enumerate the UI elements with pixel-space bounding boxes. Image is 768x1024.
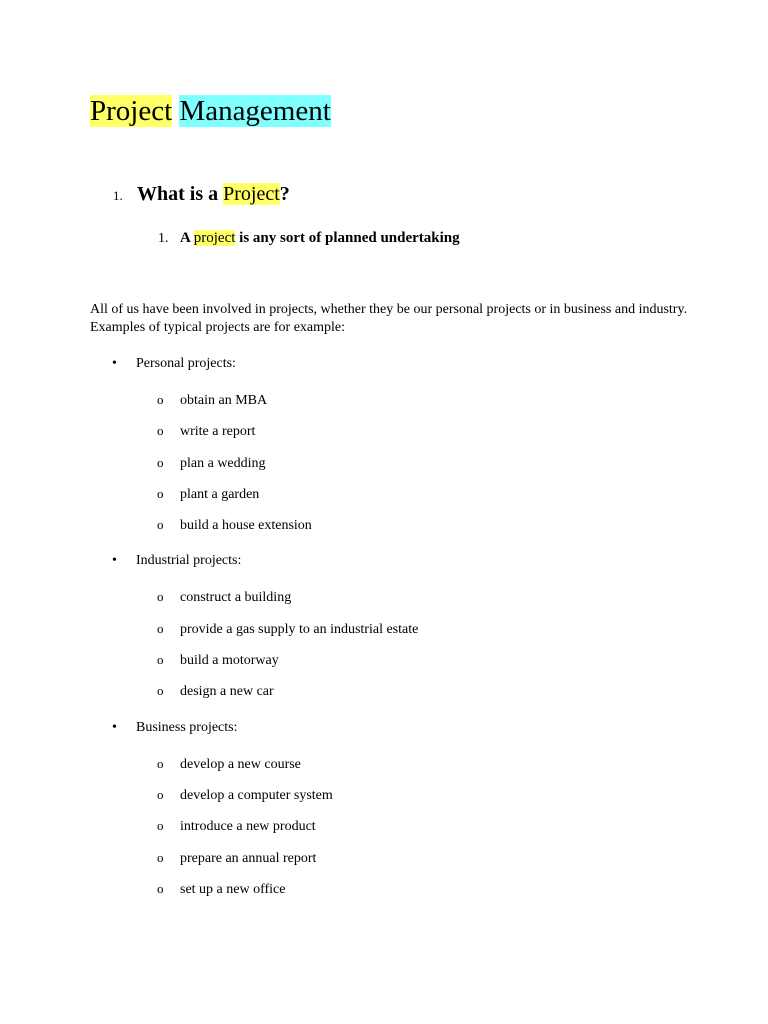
sub-bullet-glyph: o bbox=[157, 392, 164, 407]
subsection-heading-number: 1. bbox=[158, 231, 169, 246]
list-item-personal-projects bbox=[112, 356, 236, 372]
title-word-project: Project bbox=[90, 95, 173, 127]
sub-list-item bbox=[157, 756, 301, 773]
sub-list-item bbox=[157, 683, 274, 700]
list-item-label: Industrial projects: bbox=[136, 553, 242, 568]
sub-list-item-label: plant a garden bbox=[180, 487, 260, 502]
subsection-heading bbox=[158, 229, 460, 247]
list-item-industrial-projects bbox=[112, 553, 241, 569]
sub-bullet-glyph: o bbox=[157, 881, 164, 896]
sub-list-item-label: introduce a new product bbox=[180, 819, 316, 834]
sub-list-item-label: provide a gas supply to an industrial estate bbox=[180, 622, 419, 637]
title-word-management: Management bbox=[179, 95, 331, 127]
sub-list-item-label: obtain an MBA bbox=[180, 393, 268, 408]
section-heading bbox=[113, 183, 290, 206]
list-item-label: Business projects: bbox=[136, 720, 238, 735]
sub-list-item bbox=[157, 881, 285, 898]
sub-list-item-label: develop a new course bbox=[180, 757, 301, 772]
subsection-heading-prefix: A bbox=[180, 230, 194, 246]
section-heading-highlight: Project bbox=[223, 183, 280, 205]
section-heading-number: 1. bbox=[113, 188, 123, 203]
sub-list-item bbox=[157, 455, 266, 472]
sub-bullet-glyph: o bbox=[157, 589, 164, 604]
sub-bullet-glyph: o bbox=[157, 818, 164, 833]
list-item-label: Personal projects: bbox=[136, 356, 236, 371]
section-heading-prefix: What is a bbox=[137, 183, 224, 205]
section-heading-text bbox=[137, 183, 290, 205]
section-heading-suffix: ? bbox=[279, 183, 290, 205]
sub-list-item-label: plan a wedding bbox=[180, 456, 266, 471]
sub-list-item bbox=[157, 652, 279, 669]
sub-list-item bbox=[157, 423, 255, 440]
sub-list-item bbox=[157, 818, 316, 835]
sub-list-item-label: build a motorway bbox=[180, 653, 279, 668]
bullet-glyph: • bbox=[112, 553, 117, 568]
subsection-heading-text bbox=[180, 230, 460, 246]
sub-list-item-label: develop a computer system bbox=[180, 788, 333, 803]
bullet-glyph: • bbox=[112, 720, 117, 735]
sub-bullet-glyph: o bbox=[157, 850, 164, 865]
sub-list-item bbox=[157, 517, 312, 534]
sub-list-item bbox=[157, 589, 291, 606]
sub-list-item bbox=[157, 787, 333, 804]
sub-list-item-label: build a house extension bbox=[180, 518, 312, 533]
sub-list-item-label: construct a building bbox=[180, 590, 292, 605]
intro-paragraph: All of us have been involved in projects, whether they be our personal projects or in business and industry. Examples of typical projects are for example: bbox=[90, 302, 688, 335]
sub-list-item-label: prepare an annual report bbox=[180, 851, 317, 866]
sub-list-item bbox=[157, 392, 267, 409]
list-item-business-projects bbox=[112, 720, 238, 736]
sub-list-item bbox=[157, 486, 259, 503]
sub-bullet-glyph: o bbox=[157, 652, 164, 667]
sub-bullet-glyph: o bbox=[157, 423, 164, 438]
bullet-glyph: • bbox=[112, 356, 117, 371]
sub-list-item bbox=[157, 850, 316, 867]
sub-bullet-glyph: o bbox=[157, 756, 164, 771]
sub-list-item-label: set up a new office bbox=[180, 882, 286, 897]
sub-list-item bbox=[157, 621, 418, 638]
sub-bullet-glyph: o bbox=[157, 517, 164, 532]
sub-list-item-label: design a new car bbox=[180, 684, 274, 699]
subsection-heading-highlight: project bbox=[193, 230, 236, 246]
sub-bullet-glyph: o bbox=[157, 787, 164, 802]
sub-bullet-glyph: o bbox=[157, 683, 164, 698]
sub-list-item-label: write a report bbox=[180, 424, 256, 439]
subsection-heading-suffix: is any sort of planned undertaking bbox=[235, 230, 460, 246]
page-title bbox=[90, 93, 331, 129]
sub-bullet-glyph: o bbox=[157, 455, 164, 470]
sub-bullet-glyph: o bbox=[157, 621, 164, 636]
sub-bullet-glyph: o bbox=[157, 486, 164, 501]
